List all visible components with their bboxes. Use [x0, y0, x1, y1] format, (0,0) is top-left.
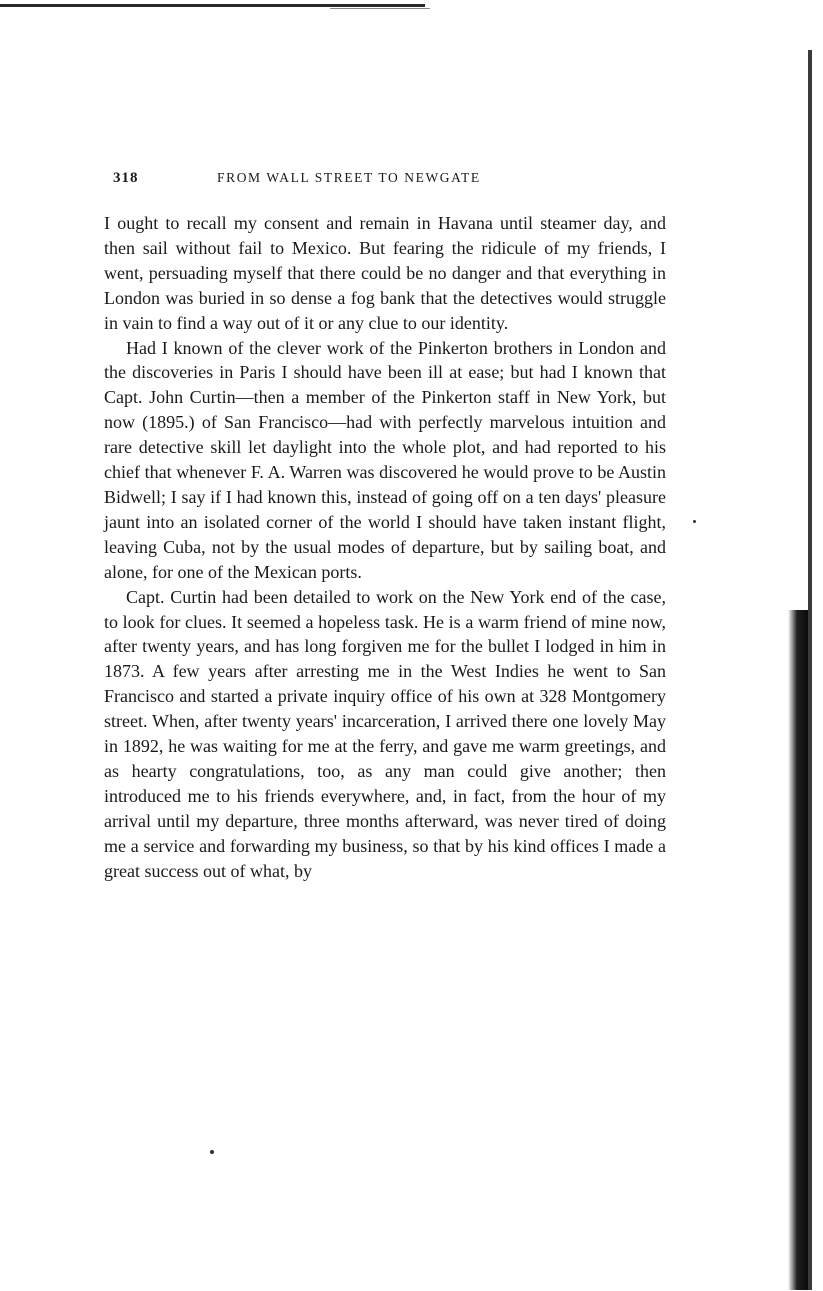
paragraph-3: Capt. Curtin had been detailed to work on the New York end of the case, to look for clues. It seemed a hopeless task. He is a warm friend of mine now, after twenty years, and has long forgiven me for the bullet I lodged in him in 1873. A few years after arresting me in the West Indies he went to San Francisco and started a private inquiry office of his own at 328 Montgomery street. When, after twenty years' incarceration, I arrived there one lovely May in 1892, he was waiting for me at the ferry, and gave me warm greetings, and as hearty congratulations, too, as any man could give another; then introduced me to his friends everywhere, and, in fact, from the hour of my arrival until my departure, three months afterward, was never tired of doing me a service and forwarding my business, so that by his kind offices I made a great success out of what, by — [104, 586, 666, 881]
scan-speck — [693, 520, 696, 523]
paragraph-2: Had I known of the clever work of the Pinkerton brothers in London and the discoveries in Paris I should have been ill at ease; but had I known that Capt. John Curtin—then a member of the Pinkerton staff in New York, but now (1895.) of San Francisco—had with perfectly marvelous intuition and rare detective skill let daylight into the whole plot, and had reported to his chief that whenever F. A. Warren was discovered he would prove to be Austin Bidwell; I say if I had known this, instead of going off on a ten days' pleasure jaunt into an isolated corner of the world I should have taken instant flight, leaving Cuba, not by the usual modes of departure, but by sailing boat, and alone, for one of the Mexican ports. — [104, 337, 666, 582]
top-rule — [0, 4, 425, 7]
top-rule-faint — [330, 8, 430, 9]
page-edge-line — [808, 50, 812, 1290]
page-body — [104, 211, 666, 883]
binding-shadow — [788, 610, 808, 1290]
running-head: FROM WALL STREET TO NEWGATE — [217, 170, 481, 185]
scan-speck — [210, 1150, 214, 1154]
paragraph-1: I ought to recall my consent and remain in Havana until steamer day, and then sail without fail to Mexico. But fearing the ridicule of my friends, I went, persuading myself that there could be no danger and that everything in London was buried in so dense a fog bank that the detectives would struggle in vain to find a way out of it or any clue to our identity. — [104, 213, 666, 333]
page-header — [113, 170, 668, 194]
page-number: 318 — [113, 170, 139, 186]
